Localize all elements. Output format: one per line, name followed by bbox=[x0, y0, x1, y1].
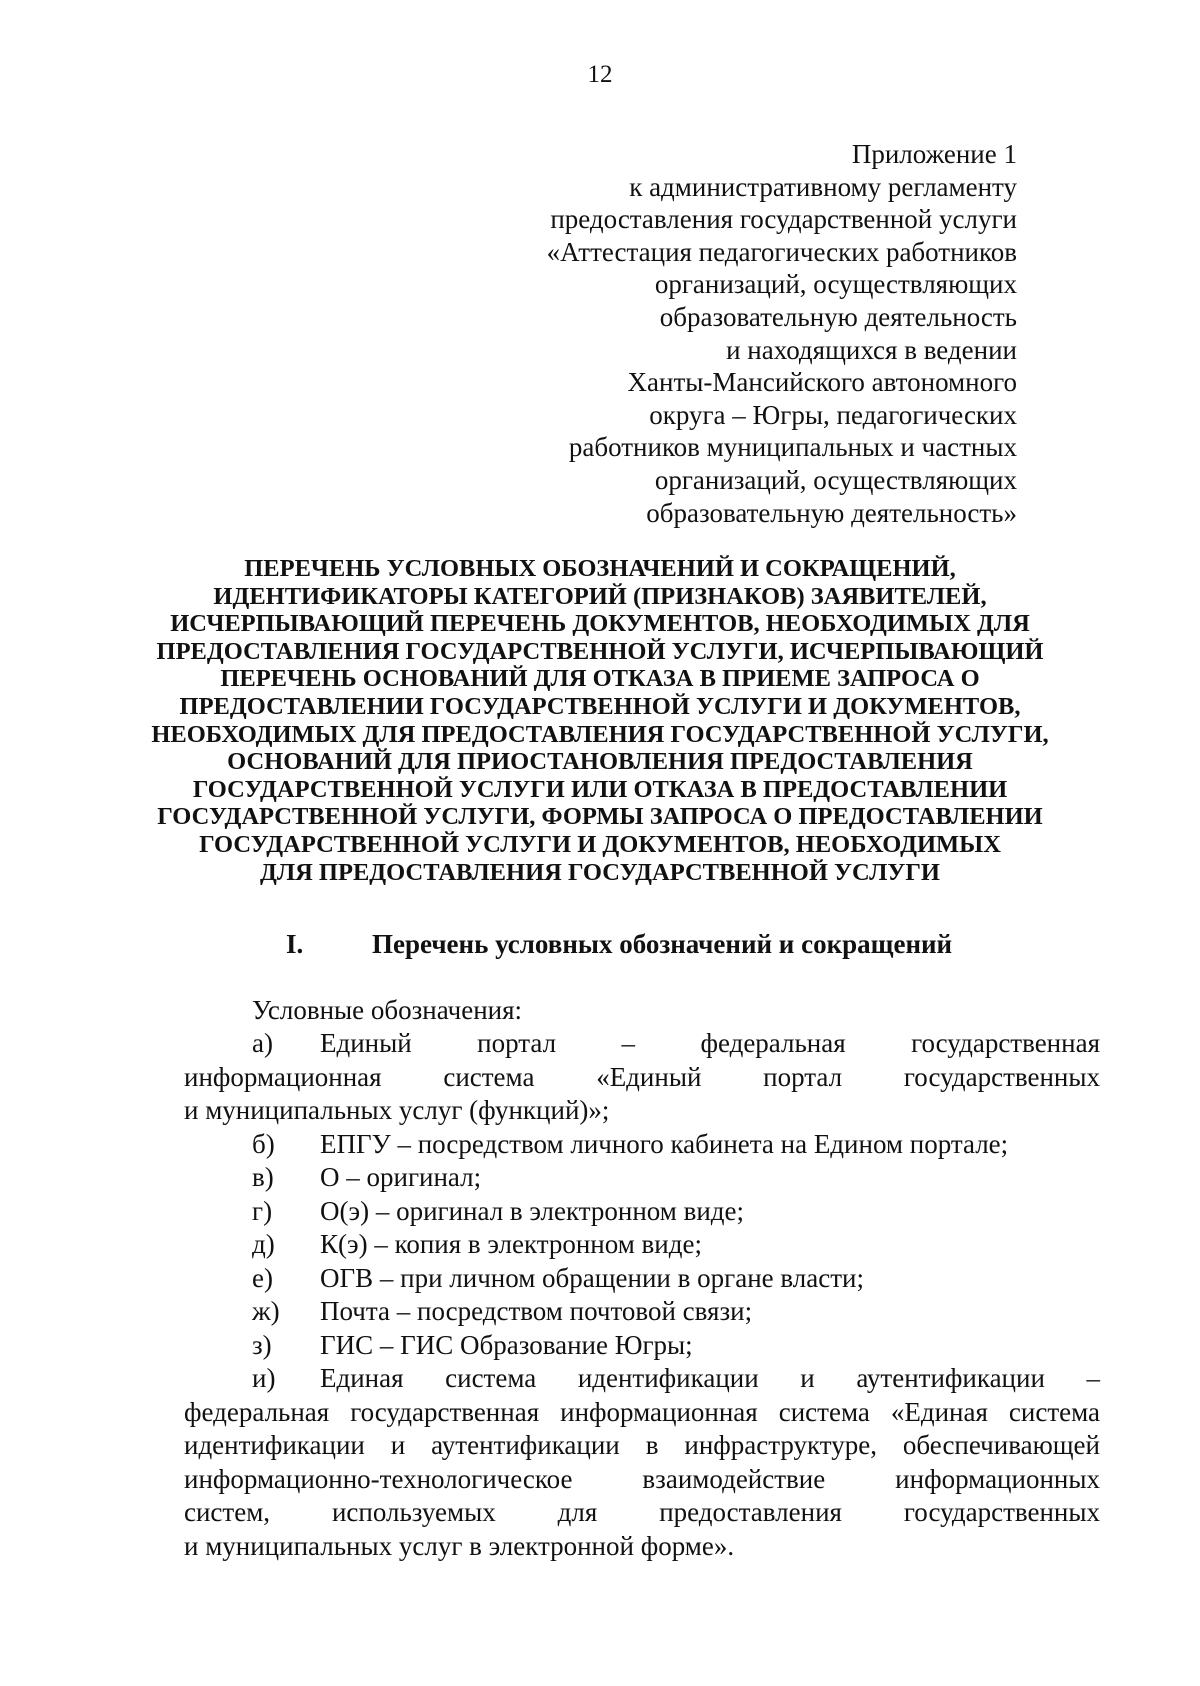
legend-item-first-line bbox=[184, 1362, 1100, 1396]
appendix-line: и находящихся в ведении bbox=[726, 334, 1017, 365]
appendix-line: округа – Югры, педагогических bbox=[649, 399, 1017, 430]
legend-item-text: О(э) – оригинал в электронном виде; bbox=[320, 1195, 745, 1226]
legend-item-continuation: информационная система «Единый портал государственных bbox=[184, 1061, 1100, 1092]
title-line: ПЕРЕЧЕНЬ УСЛОВНЫХ ОБОЗНАЧЕНИЙ И СОКРАЩЕНИЙ, bbox=[244, 555, 956, 582]
appendix-line: к административному регламенту bbox=[629, 171, 1017, 202]
appendix-header bbox=[317, 138, 1017, 529]
legend-item-continuation: информационно-технологическое взаимодействие информационных bbox=[184, 1463, 1100, 1494]
legend-item-letter: ж) bbox=[252, 1296, 280, 1326]
legend-item-letter: е) bbox=[252, 1262, 273, 1293]
title-line: ПРЕДОСТАВЛЕНИИ ГОСУДАРСТВЕННОЙ УСЛУГИ И ДОКУМЕНТОВ, bbox=[179, 692, 1021, 720]
title-line: ГОСУДАРСТВЕННОЙ УСЛУГИ ИЛИ ОТКАЗА В ПРЕДОСТАВЛЕНИИ bbox=[192, 775, 1008, 803]
legend-item-text: Почта – посредством почтовой связи; bbox=[320, 1296, 753, 1326]
legend-item bbox=[184, 1161, 1100, 1195]
legend-item-continuation: систем, используемых для предоставления государственных bbox=[184, 1497, 1100, 1527]
legend-item-first-line bbox=[184, 1161, 1100, 1195]
legend-item-letter: г) bbox=[252, 1195, 273, 1226]
legend-item-letter: д) bbox=[252, 1229, 275, 1259]
legend-item bbox=[184, 1228, 1100, 1262]
title-line: НЕОБХОДИМЫХ ДЛЯ ПРЕДОСТАВЛЕНИЯ ГОСУДАРСТВЕННОЙ УСЛУГИ, bbox=[151, 720, 1049, 748]
appendix-line: предоставления государственной услуги bbox=[550, 204, 1017, 235]
title-line: ОСНОВАНИЙ ДЛЯ ПРИОСТАНОВЛЕНИЯ ПРЕДОСТАВЛЕНИЯ bbox=[227, 748, 973, 776]
legend-item-text: Единая система идентификации и аутентификации – bbox=[320, 1363, 1100, 1393]
legend-item-text: ЕПГУ – посредством личного кабинета на Едином портале; bbox=[320, 1128, 1009, 1159]
legend-item bbox=[184, 1128, 1100, 1162]
legend-item bbox=[184, 1262, 1100, 1296]
legend-item-text: ОГВ – при личном обращении в органе власти; bbox=[320, 1262, 864, 1293]
legend-item-first-line bbox=[184, 1027, 1100, 1061]
appendix-line: организаций, осуществляющих bbox=[654, 269, 1017, 300]
legend-item bbox=[184, 1295, 1100, 1329]
legend-item bbox=[184, 1329, 1100, 1363]
title-line: ПРЕДОСТАВЛЕНИЯ ГОСУДАРСТВЕННОЙ УСЛУГИ, ИСЧЕРПЫВАЮЩИЙ bbox=[156, 637, 1044, 665]
legend-item-text: О – оригинал; bbox=[320, 1162, 482, 1192]
legend-item-letter: б) bbox=[252, 1128, 275, 1159]
legend-item bbox=[184, 1027, 1100, 1128]
legend-item-text: Единый портал – федеральная государственная bbox=[320, 1028, 1100, 1058]
legend-item-letter: а) bbox=[252, 1028, 273, 1058]
title-line: ПЕРЕЧЕНЬ ОСНОВАНИЙ ДЛЯ ОТКАЗА В ПРИЕМЕ ЗАПРОСА О bbox=[220, 665, 980, 693]
appendix-line: образовательную деятельность bbox=[659, 301, 1017, 332]
page-number: 12 bbox=[587, 61, 613, 88]
legend-item-letter: и) bbox=[252, 1363, 276, 1393]
section-title: Перечень условных обозначений и сокращений bbox=[372, 929, 953, 959]
appendix-line: работников муниципальных и частных bbox=[568, 432, 1017, 463]
legend-item-first-line bbox=[184, 1128, 1100, 1162]
appendix-line: Приложение 1 bbox=[851, 139, 1017, 169]
legend-item-continuation: федеральная государственная информационная система «Единая система bbox=[184, 1396, 1100, 1427]
legend-intro: Условные обозначения: bbox=[252, 995, 523, 1025]
legend-item-continuation: и муниципальных услуг (функций)»; bbox=[184, 1095, 610, 1125]
title-line: ИДЕНТИФИКАТОРЫ КАТЕГОРИЙ (ПРИЗНАКОВ) ЗАЯВИТЕЛЕЙ, bbox=[213, 582, 987, 610]
legend-item-letter: в) bbox=[252, 1162, 274, 1192]
appendix-line: Ханты-Мансийского автономного bbox=[627, 367, 1017, 398]
legend-item-text: ГИС – ГИС Образование Югры; bbox=[320, 1329, 693, 1360]
legend-item-first-line bbox=[184, 1262, 1100, 1296]
legend-item-letter: з) bbox=[252, 1329, 272, 1360]
title-line: ГОСУДАРСТВЕННОЙ УСЛУГИ, ФОРМЫ ЗАПРОСА О ПРЕДОСТАВЛЕНИИ bbox=[157, 803, 1043, 831]
title-line: ИСЧЕРПЫВАЮЩИЙ ПЕРЕЧЕНЬ ДОКУМЕНТОВ, НЕОБХОДИМЫХ ДЛЯ bbox=[170, 610, 1030, 638]
legend-item-first-line bbox=[184, 1295, 1100, 1329]
appendix-line: организаций, осуществляющих bbox=[654, 464, 1017, 495]
section-number: I. bbox=[286, 929, 304, 959]
legend-item-text: К(э) – копия в электронном виде; bbox=[320, 1229, 702, 1259]
section-heading bbox=[286, 928, 952, 960]
legend-item-continuation: и муниципальных услуг в электронной форме». bbox=[184, 1530, 735, 1561]
legend-item bbox=[184, 1195, 1100, 1229]
document-title bbox=[100, 555, 1100, 886]
title-line: ДЛЯ ПРЕДОСТАВЛЕНИЯ ГОСУДАРСТВЕННОЙ УСЛУГИ bbox=[260, 858, 940, 886]
legend-item-first-line bbox=[184, 1228, 1100, 1262]
legend-item-first-line bbox=[184, 1329, 1100, 1363]
legend-item-continuation: идентификации и аутентификации в инфраструктуре, обеспечивающей bbox=[184, 1430, 1100, 1460]
appendix-line: образовательную деятельность» bbox=[646, 497, 1017, 528]
legend-item bbox=[184, 1362, 1100, 1563]
legend-item-first-line bbox=[184, 1195, 1100, 1229]
legend-list bbox=[184, 1027, 1100, 1563]
title-line: ГОСУДАРСТВЕННОЙ УСЛУГИ И ДОКУМЕНТОВ, НЕОБХОДИМЫХ bbox=[199, 830, 1001, 858]
appendix-line: «Аттестация педагогических работников bbox=[546, 236, 1017, 267]
